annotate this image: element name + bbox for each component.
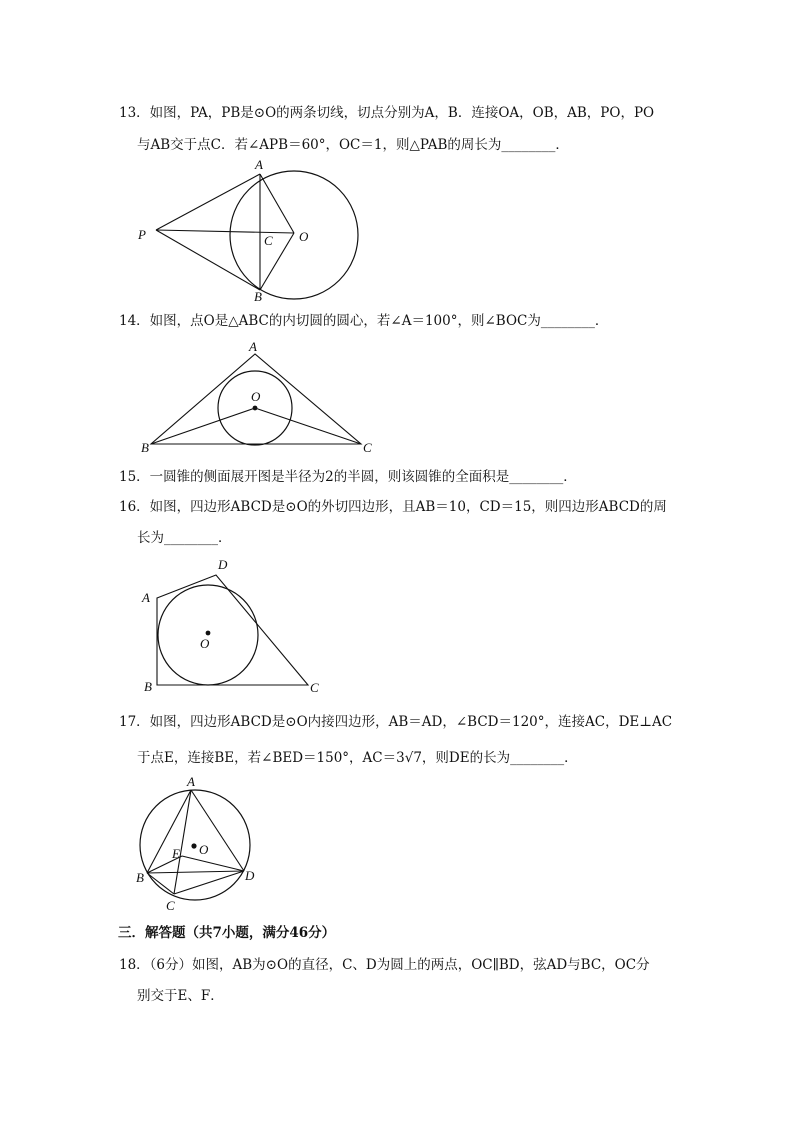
section-3-title: 三．解答题（共7小题，满分46分） [118, 925, 336, 941]
q13-segment-PO [156, 230, 294, 233]
q13-segment-OA [260, 174, 294, 233]
q13-label-C: C [264, 233, 273, 248]
q15-line-1: 15．一圆锥的侧面展开图是半径为2的半圆，则该圆锥的全面积是________． [119, 469, 577, 485]
q14-label-B: B [141, 440, 149, 455]
q17-segment-AD [191, 790, 244, 871]
q13-line-1: 13．如图，PA，PB是⊙O的两条切线，切点分别为A，B．连接OA，OB，AB，PO，PO [119, 105, 655, 121]
q17-label-A: A [187, 774, 195, 789]
q17-segment-BD [147, 871, 244, 873]
q17-line-1: 17．如图，四边形ABCD是⊙O内接四边形，AB＝AD，∠BCD＝120°，连接AC，DE⊥AC [119, 714, 673, 730]
q14-label-A: A [249, 339, 257, 354]
q13-segment-PB [156, 230, 260, 290]
q13-figure [130, 155, 370, 305]
q14-label-O: O [251, 389, 261, 404]
q14-figure [135, 338, 385, 458]
q18-line-2: 别交于E、F． [137, 988, 224, 1004]
q13-segment-PA [156, 174, 260, 230]
q14-segment-OC [255, 408, 361, 444]
q16-line-1: 16．如图，四边形ABCD是⊙O的外切四边形，且AB＝10，CD＝15，则四边形ABCD的周 [119, 499, 667, 515]
q18-line-1: 18．（6分）如图，AB为⊙O的直径，C、D为圆上的两点，OC∥BD，弦AD与BC，OC分 [119, 957, 650, 973]
q17-segment-CD [174, 871, 244, 894]
q17-label-E: E [172, 846, 180, 861]
q17-line-2: 于点E，连接BE，若∠BED＝150°，AC＝3√7，则DE的长为________． [137, 750, 578, 766]
q17-label-B: B [136, 870, 144, 885]
q16-line-2: 长为________． [137, 530, 232, 546]
q14-center-point [253, 406, 258, 411]
q17-center-point [191, 843, 196, 848]
q16-figure [138, 555, 338, 700]
q17-segment-DE [182, 856, 244, 871]
q13-circle [230, 171, 358, 299]
q13-label-O: O [299, 229, 309, 244]
q16-label-D: D [218, 557, 228, 572]
q17-segment-BC [147, 873, 174, 894]
q13-label-P: P [138, 227, 146, 242]
q17-label-D: D [245, 868, 255, 883]
q13-label-A: A [255, 157, 263, 172]
q14-segment-OB [151, 408, 255, 444]
q16-label-O: O [200, 636, 210, 651]
q14-line-1: 14．如图，点O是△ABC的内切圆的圆心，若∠A＝100°，则∠BOC为________． [119, 313, 609, 329]
q13-label-B: B [254, 289, 262, 304]
q16-label-C: C [310, 680, 319, 695]
q17-figure [130, 772, 270, 917]
q17-label-O: O [199, 842, 209, 857]
q14-label-C: C [363, 440, 372, 455]
q13-line-2: 与AB交于点C．若∠APB＝60°，OC＝1，则△PAB的周长为________． [137, 137, 569, 153]
q16-label-B: B [144, 679, 152, 694]
q17-label-C: C [166, 898, 175, 913]
q16-label-A: A [142, 590, 150, 605]
q16-center-point [206, 631, 211, 636]
